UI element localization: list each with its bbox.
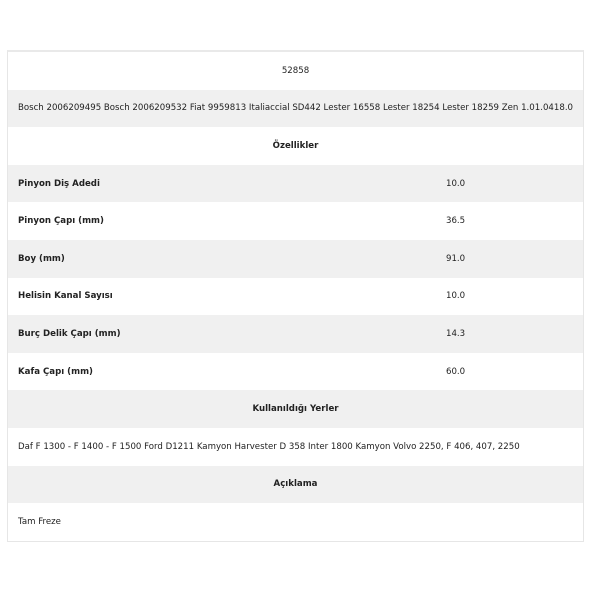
spec-label: Kafa Çapı (mm) xyxy=(18,366,93,377)
spec-row xyxy=(8,240,583,278)
spec-row xyxy=(8,278,583,316)
spec-value: 91.0 xyxy=(446,253,466,264)
part-number-row xyxy=(8,52,583,90)
description-row xyxy=(8,503,583,541)
spec-value: 10.0 xyxy=(446,291,466,302)
usage-row xyxy=(8,428,583,466)
part-number: 52858 xyxy=(281,65,310,76)
spec-row xyxy=(8,353,583,391)
description-text: Tam Freze xyxy=(18,516,61,527)
oem-references: Bosch 2006209495 Bosch 2006209532 Fiat 9959813 Italiaccial SD442 Lester 16558 Lester 18254 Lester 18259 Zen 1.01.0418.0 xyxy=(17,103,574,114)
spec-label: Pinyon Diş Adedi xyxy=(18,178,100,189)
description-heading: Açıklama xyxy=(273,479,318,490)
spec-row xyxy=(8,165,583,203)
usage-heading-row xyxy=(8,390,583,428)
product-spec-table xyxy=(7,50,584,542)
oem-references-row xyxy=(8,90,583,128)
specs-heading-row xyxy=(8,127,583,165)
specs-heading: Özellikler xyxy=(272,140,319,151)
spec-value: 60.0 xyxy=(446,366,466,377)
spec-label: Boy (mm) xyxy=(18,253,65,264)
description-heading-row xyxy=(8,466,583,504)
spec-value: 10.0 xyxy=(446,178,466,189)
spec-row xyxy=(8,202,583,240)
spec-label: Burç Delik Çapı (mm) xyxy=(18,328,121,339)
spec-row xyxy=(8,315,583,353)
spec-label: Pinyon Çapı (mm) xyxy=(18,216,104,227)
spec-value: 14.3 xyxy=(446,328,466,339)
usage-text: Daf F 1300 - F 1400 - F 1500 Ford D1211 Kamyon Harvester D 358 Inter 1800 Kamyon Volvo 2250, F 406, 407, 2250 xyxy=(18,441,520,452)
spec-value: 36.5 xyxy=(446,216,466,227)
usage-heading: Kullanıldığı Yerler xyxy=(252,404,339,415)
spec-label: Helisin Kanal Sayısı xyxy=(18,291,113,302)
